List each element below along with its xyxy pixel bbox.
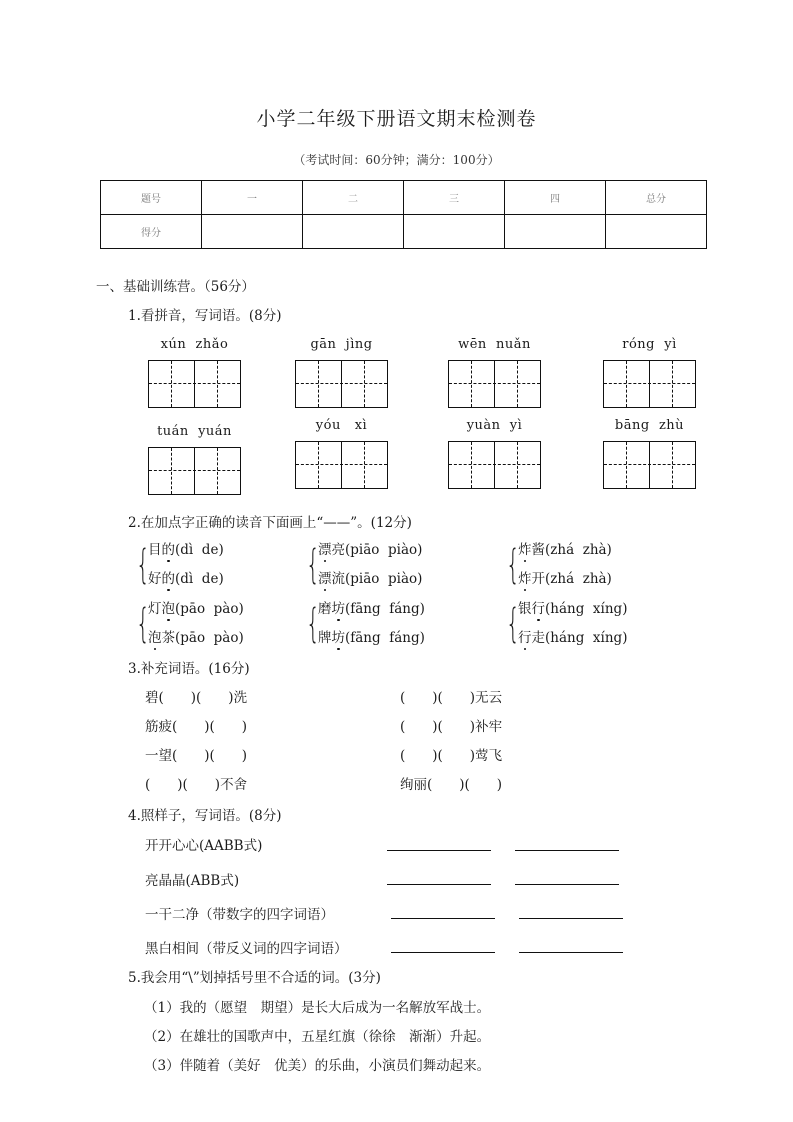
pronunciation-item[interactable] [518, 597, 627, 617]
sentence-item[interactable]: （1）我的（愿望 期望）是长大后成为一名解放军战士。 [144, 1000, 491, 1016]
idiom-fill-item[interactable]: ( )( )补牢 [400, 719, 503, 735]
dotted-character: 漂 [318, 567, 332, 587]
grid-guide-line [604, 464, 695, 465]
pinyin-options: (piāo piào) [345, 542, 423, 558]
pronunciation-item[interactable] [318, 567, 422, 587]
score-cell[interactable] [505, 215, 606, 249]
word-character: 走 [531, 630, 545, 646]
word-character: 开 [531, 571, 545, 587]
grid-divider [341, 442, 342, 488]
pronunciation-item[interactable] [518, 538, 612, 558]
table-cell: 题号 [101, 181, 202, 215]
idiom-fill-item[interactable]: 一望( )( ) [145, 748, 248, 764]
tianzige-writing-grid[interactable] [295, 360, 388, 408]
pinyin-options: (háng xíng) [545, 601, 628, 617]
grid-guide-line [318, 361, 319, 407]
word-pattern-example: 黑白相间（带反义词的四字词语） [145, 941, 348, 957]
brace-icon: { [506, 542, 520, 588]
dotted-character: 坊 [332, 597, 346, 617]
grid-guide-line [149, 470, 240, 471]
grid-guide-line [449, 383, 540, 384]
score-table-header-row [101, 181, 707, 215]
score-table-score-row [101, 215, 707, 249]
pinyin-label: gān jìng [310, 337, 373, 352]
grid-guide-line [318, 442, 319, 488]
pronunciation-group [136, 597, 296, 653]
word-pattern-example: 开开心心(AABB式) [145, 838, 263, 854]
pinyin-options: (zhá zhà) [545, 571, 612, 587]
tianzige-writing-grid[interactable] [148, 360, 241, 408]
score-cell[interactable] [202, 215, 303, 249]
table-cell: 三 [404, 181, 505, 215]
pronunciation-item[interactable] [148, 597, 244, 617]
word-character: 流 [331, 571, 345, 587]
grid-guide-line [672, 442, 673, 488]
section-heading: 一、基础训练营。（56分） [96, 279, 255, 295]
dotted-character: 炸 [518, 567, 532, 587]
grid-guide-line [449, 464, 540, 465]
dotted-character: 行 [532, 597, 546, 617]
table-cell: 一 [202, 181, 303, 215]
tianzige-writing-grid[interactable] [603, 441, 696, 489]
pinyin-label: wēn nuǎn [458, 337, 531, 352]
pinyin-options: (piāo piào) [345, 571, 423, 587]
answer-blank[interactable] [519, 918, 623, 919]
exam-info: （考试时间：60分钟；满分：100分） [293, 153, 500, 167]
table-cell: 总分 [606, 181, 707, 215]
question-5-heading: 5.我会用“\”划掉括号里不合适的词。(3分) [128, 970, 381, 986]
dotted-character: 的 [162, 538, 176, 558]
word-character: 亮 [331, 542, 345, 558]
pinyin-options: (fāng fáng) [345, 630, 425, 646]
grid-guide-line [364, 361, 365, 407]
grid-guide-line [296, 464, 387, 465]
idiom-fill-item[interactable]: ( )( )莺飞 [400, 748, 503, 764]
dotted-character: 泡 [148, 626, 162, 646]
word-character: 牌 [318, 630, 332, 646]
brace-icon: { [506, 601, 520, 647]
question-3-heading: 3.补充词语。(16分) [128, 661, 250, 677]
grid-guide-line [626, 361, 627, 407]
grid-divider [649, 361, 650, 407]
grid-guide-line [171, 361, 172, 407]
grid-guide-line [296, 383, 387, 384]
word-pattern-example: 亮晶晶(ABB式) [145, 873, 240, 889]
dotted-character: 炸 [518, 538, 532, 558]
pronunciation-item[interactable] [318, 597, 425, 617]
dotted-character: 行 [518, 626, 532, 646]
pinyin-options: (fāng fáng) [345, 601, 425, 617]
brace-icon: { [306, 542, 320, 588]
idiom-fill-item[interactable]: 绚丽( )( ) [400, 777, 503, 793]
question-1-heading: 1.看拼音，写词语。(8分) [128, 308, 282, 324]
sentence-item[interactable]: （3）伴随着（美好 优美）的乐曲，小演员们舞动起来。 [144, 1058, 491, 1074]
grid-guide-line [517, 442, 518, 488]
word-character: 酱 [531, 542, 545, 558]
word-character: 银 [518, 601, 532, 617]
grid-guide-line [471, 442, 472, 488]
word-character: 磨 [318, 601, 332, 617]
pinyin-label: tuán yuán [157, 424, 232, 439]
dotted-character: 坊 [332, 626, 346, 646]
tianzige-writing-grid[interactable] [148, 447, 241, 495]
word-character: 好 [148, 571, 162, 587]
pinyin-label: yuàn yì [466, 418, 523, 433]
grid-guide-line [364, 442, 365, 488]
answer-blank[interactable] [515, 850, 619, 851]
tianzige-writing-grid[interactable] [603, 360, 696, 408]
pronunciation-item[interactable] [518, 626, 627, 646]
pinyin-options: (pāo pào) [175, 601, 244, 617]
grid-divider [494, 442, 495, 488]
grid-divider [194, 448, 195, 494]
grid-guide-line [217, 448, 218, 494]
tianzige-writing-grid[interactable] [448, 441, 541, 489]
word-pattern-example: 一干二净（带数字的四字词语） [145, 907, 334, 923]
grid-guide-line [471, 361, 472, 407]
score-cell[interactable] [404, 215, 505, 249]
grid-guide-line [626, 442, 627, 488]
pinyin-options: (zhá zhà) [545, 542, 612, 558]
idiom-fill-item[interactable]: ( )( )无云 [400, 690, 503, 706]
grid-divider [494, 361, 495, 407]
grid-guide-line [171, 448, 172, 494]
pronunciation-item[interactable] [318, 538, 422, 558]
pronunciation-item[interactable] [148, 567, 224, 587]
grid-guide-line [517, 361, 518, 407]
pronunciation-group [506, 538, 666, 594]
answer-blank[interactable] [387, 884, 491, 885]
dotted-character: 漂 [318, 538, 332, 558]
brace-icon: { [136, 601, 150, 647]
answer-blank[interactable] [391, 918, 495, 919]
pinyin-label: bāng zhù [614, 418, 685, 433]
grid-divider [341, 361, 342, 407]
pronunciation-item[interactable] [318, 626, 425, 646]
pinyin-options: (háng xíng) [545, 630, 628, 646]
pinyin-label: róng yì [622, 337, 677, 352]
tianzige-writing-grid[interactable] [448, 360, 541, 408]
pronunciation-item[interactable] [148, 538, 224, 558]
pinyin-options: (dì de) [175, 542, 224, 558]
grid-guide-line [217, 361, 218, 407]
idiom-fill-item[interactable]: ( )( )不舍 [145, 777, 248, 793]
idiom-fill-item[interactable]: 筋疲( )( ) [145, 719, 248, 735]
pronunciation-item[interactable] [518, 567, 612, 587]
pronunciation-group [306, 597, 466, 653]
pinyin-options: (dì de) [175, 571, 224, 587]
answer-blank[interactable] [515, 884, 619, 885]
brace-icon: { [136, 542, 150, 588]
dotted-character: 的 [162, 567, 176, 587]
answer-blank[interactable] [387, 850, 491, 851]
question-4-heading: 4.照样子，写词语。(8分) [128, 808, 282, 824]
answer-blank[interactable] [519, 952, 623, 953]
score-cell[interactable] [606, 215, 707, 249]
grid-guide-line [604, 383, 695, 384]
sentence-item[interactable]: （2）在雄壮的国歌声中，五星红旗（徐徐 渐渐）升起。 [144, 1029, 491, 1045]
table-cell: 得分 [101, 215, 202, 249]
grid-divider [194, 361, 195, 407]
idiom-fill-item[interactable]: 碧( )( )洗 [145, 690, 248, 706]
pronunciation-group [306, 538, 466, 594]
table-cell: 二 [303, 181, 404, 215]
question-2-heading: 2.在加点字正确的读音下面画上“——”。(12分) [128, 515, 412, 531]
pronunciation-item[interactable] [148, 626, 244, 646]
pinyin-label: yóu xì [315, 418, 368, 433]
pinyin-label: xún zhǎo [160, 337, 229, 352]
answer-blank[interactable] [391, 952, 495, 953]
table-cell: 四 [505, 181, 606, 215]
word-character: 目 [148, 542, 162, 558]
word-character: 灯 [148, 601, 162, 617]
score-cell[interactable] [303, 215, 404, 249]
page-title: 小学二年级下册语文期末检测卷 [256, 108, 537, 130]
pinyin-options: (pāo pào) [175, 630, 244, 646]
word-character: 茶 [161, 630, 175, 646]
grid-guide-line [672, 361, 673, 407]
dotted-character: 泡 [162, 597, 176, 617]
pronunciation-group [506, 597, 666, 653]
grid-guide-line [149, 383, 240, 384]
grid-divider [649, 442, 650, 488]
brace-icon: { [306, 601, 320, 647]
pronunciation-group [136, 538, 296, 594]
score-table [100, 180, 707, 249]
tianzige-writing-grid[interactable] [295, 441, 388, 489]
